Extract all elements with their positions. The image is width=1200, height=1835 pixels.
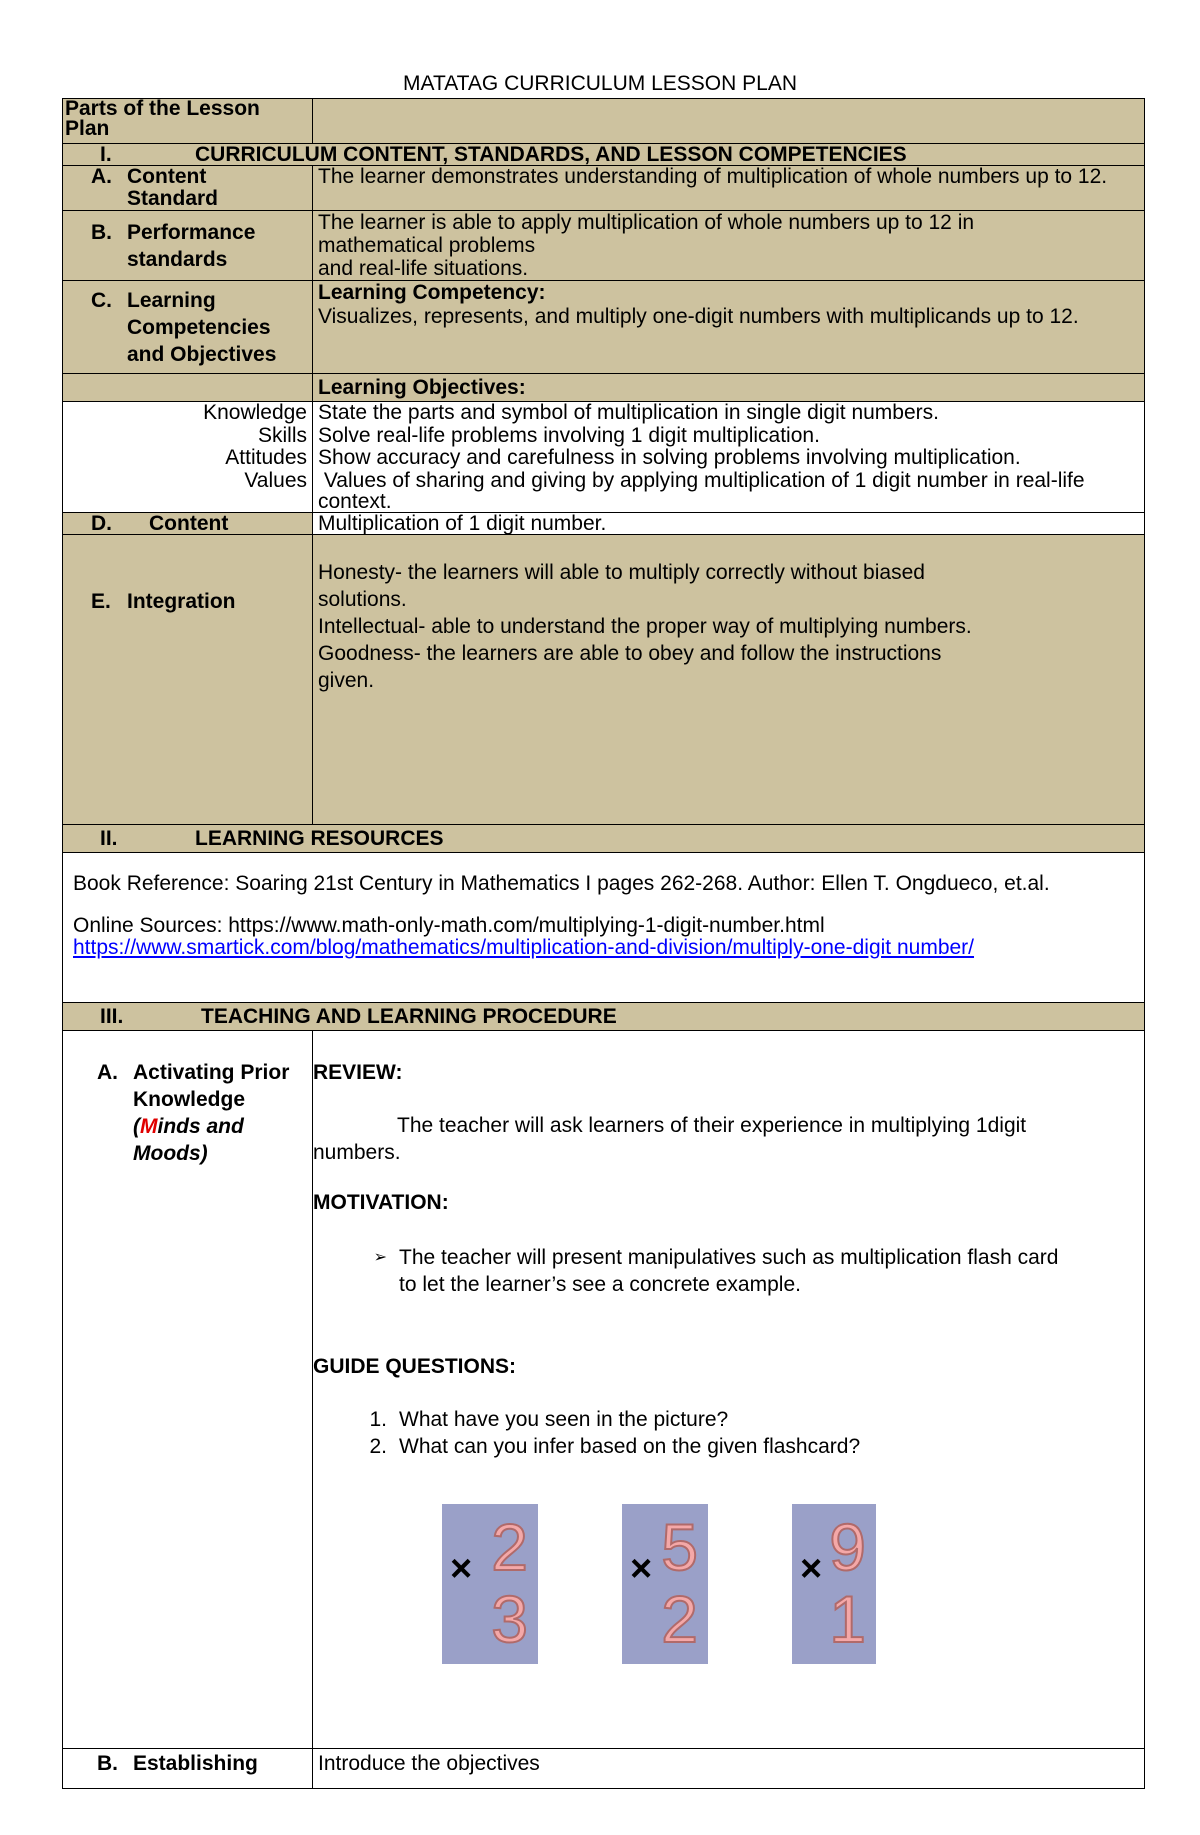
competency-text: Visualizes, represents, and multiply one-digit numbers with multiplicands up to 12. — [318, 305, 1079, 328]
performance-text-2: mathematical problems — [318, 234, 536, 257]
activating-letter: A. — [97, 1060, 118, 1084]
integration-line-5: given. — [318, 668, 375, 692]
book-reference: Book Reference: Soaring 21st Century in Mathematics I pages 262-268. Author: Ellen T. Ongdueco, et.al. — [73, 871, 1050, 895]
header-value — [313, 99, 1145, 144]
motivation-text-1: The teacher will present manipulatives such as multiplication flash card — [399, 1245, 1059, 1269]
learning-competencies-row — [63, 281, 1145, 374]
performance-label-1: Performance — [127, 220, 256, 244]
section-1-title: CURRICULUM CONTENT, STANDARDS, AND LESSON COMPETENCIES — [195, 143, 907, 166]
integration-row — [63, 534, 1145, 824]
section-3-title: TEACHING AND LEARNING PROCEDURE — [201, 1004, 617, 1028]
review-text-1: The teacher will ask learners of their experience in multiplying 1digit — [397, 1113, 1027, 1137]
motivation-text-2: to let the learner’s see a concrete example. — [399, 1272, 801, 1296]
online-sources: Online Sources: https://www.math-only-math.com/multiplying-1-digit-number.html — [73, 913, 825, 937]
integration-line-1: Honesty- the learners will able to multiply correctly without biased — [318, 560, 925, 584]
establishing-letter: B. — [97, 1751, 118, 1775]
integration-line-3: Intellectual- able to understand the proper way of multiplying numbers. — [318, 614, 972, 638]
activating-row: A. Activating Prior Knowledge (Minds and Moods) REVIEW: The teacher will ask learners of their experience in multiplying 1digit numbers. MOTIVATION: ➢ The teacher will present manipulatives such as multiplication flash card to let the learner’s see a concrete example. GUIDE QUESTIONS: 1. What have you seen in the picture? 2. What can you infer based on the given flashcard? × 2 3 × 5 2 × 9 1 — [63, 1030, 1145, 1748]
objective-label-knowledge: Knowledge — [203, 401, 307, 424]
section-2-title: LEARNING RESOURCES — [195, 826, 444, 850]
performance-letter: B. — [91, 220, 112, 244]
performance-label-2: standards — [127, 247, 228, 271]
content-letter: D. — [91, 511, 112, 535]
performance-text-1: The learner is able to apply multiplication of whole numbers up to 12 in — [318, 211, 975, 234]
times-icon: × — [630, 1547, 653, 1590]
guide-heading: GUIDE QUESTIONS: — [313, 1354, 517, 1378]
flashcard-1-top: 2 — [491, 1509, 528, 1584]
objective-label-attitudes: Attitudes — [225, 446, 307, 469]
performance-text-3: and real-life situations. — [318, 257, 529, 280]
activating-label-3: inds and — [157, 1114, 244, 1138]
objectives-heading-row — [63, 374, 1145, 402]
flashcard-3-top: 9 — [829, 1509, 866, 1584]
section-1-header — [63, 144, 1145, 166]
resources-row — [63, 852, 1145, 1002]
page-title: MATATAG CURRICULUM LESSON PLAN — [403, 72, 797, 95]
section-2-number: II. — [100, 826, 118, 850]
section-3-number: III. — [100, 1004, 124, 1028]
review-text-2: numbers. — [313, 1140, 401, 1164]
objectives-row — [63, 402, 1145, 513]
section-2-header — [63, 824, 1145, 852]
guide-question-2: What can you infer based on the given flashcard? — [399, 1434, 861, 1458]
section-1-number: I. — [100, 143, 112, 166]
paren-open: ( — [133, 1114, 140, 1138]
establishing-row — [63, 1748, 1145, 1788]
competencies-label-1: Learning — [127, 288, 216, 312]
competency-heading: Learning Competency: — [318, 281, 546, 304]
objectives-heading: Learning Objectives: — [313, 374, 1145, 402]
activating-label-1: Activating Prior — [133, 1060, 290, 1084]
times-icon: × — [450, 1547, 473, 1590]
minds-red-letter: M — [140, 1114, 158, 1138]
content-row — [63, 512, 1145, 534]
objective-label-skills: Skills — [257, 423, 307, 447]
section-3-header — [63, 1002, 1145, 1030]
flashcard-1-bottom: 3 — [491, 1581, 528, 1656]
content-standard-row — [63, 166, 1145, 211]
establishing-text: Introduce the objectives — [313, 1748, 1145, 1788]
performance-standards-row — [63, 211, 1145, 281]
objective-label-values: Values — [244, 468, 307, 492]
objective-skills: Solve real-life problems involving 1 digit multiplication. — [318, 423, 820, 447]
competencies-label-3: and Objectives — [127, 342, 277, 366]
content-standard-text: The learner demonstrates understanding of multiplication of whole numbers up to 12. — [313, 166, 1145, 211]
competencies-label-2: Competencies — [127, 315, 271, 339]
header-row — [63, 99, 1145, 144]
content-label: Content — [149, 511, 229, 535]
objective-values: Values of sharing and giving by applying multiplication of 1 digit number in real-life context. — [318, 468, 1091, 513]
content-standard-label-1: Content — [127, 165, 207, 188]
flashcard-2-bottom: 2 — [661, 1581, 698, 1656]
flashcard-3-bottom: 1 — [829, 1581, 866, 1656]
flashcard-1 — [442, 1504, 538, 1664]
integration-line-4: Goodness- the learners are able to obey and follow the instructions — [318, 641, 942, 665]
content-standard-letter: A. — [91, 165, 112, 188]
content-standard-label-2: Standard — [127, 187, 219, 210]
lesson-plan-table — [62, 98, 1145, 1789]
integration-label: Integration — [127, 589, 236, 613]
review-heading: REVIEW: — [313, 1060, 403, 1084]
objective-knowledge: State the parts and symbol of multiplication in single digit numbers. — [318, 401, 939, 424]
guide-question-1: What have you seen in the picture? — [399, 1407, 729, 1431]
integration-line-2: solutions. — [318, 587, 407, 611]
integration-letter: E. — [91, 589, 111, 613]
bullet-arrow-icon: ➢ — [373, 1248, 387, 1266]
content-text: Multiplication of 1 digit number. — [313, 512, 1145, 534]
motivation-heading: MOTIVATION: — [313, 1190, 449, 1214]
establishing-label: Establishing — [133, 1751, 258, 1775]
parts-label: Parts of the Lesson Plan — [63, 99, 313, 144]
flashcard-2-top: 5 — [661, 1509, 698, 1584]
competencies-letter: C. — [91, 288, 112, 312]
times-icon: × — [800, 1547, 823, 1590]
smartick-link[interactable]: https://www.smartick.com/blog/mathematics/multiplication-and-division/multiply-one-digit number/ — [73, 935, 975, 959]
flashcard-2 — [622, 1504, 708, 1664]
activating-label-4: Moods) — [133, 1141, 208, 1165]
flashcard-3 — [792, 1504, 876, 1664]
flashcards — [313, 1504, 1144, 1674]
activating-label-2: Knowledge — [133, 1087, 246, 1111]
objective-attitudes: Show accuracy and carefulness in solving problems involving multiplication. — [318, 446, 1021, 469]
